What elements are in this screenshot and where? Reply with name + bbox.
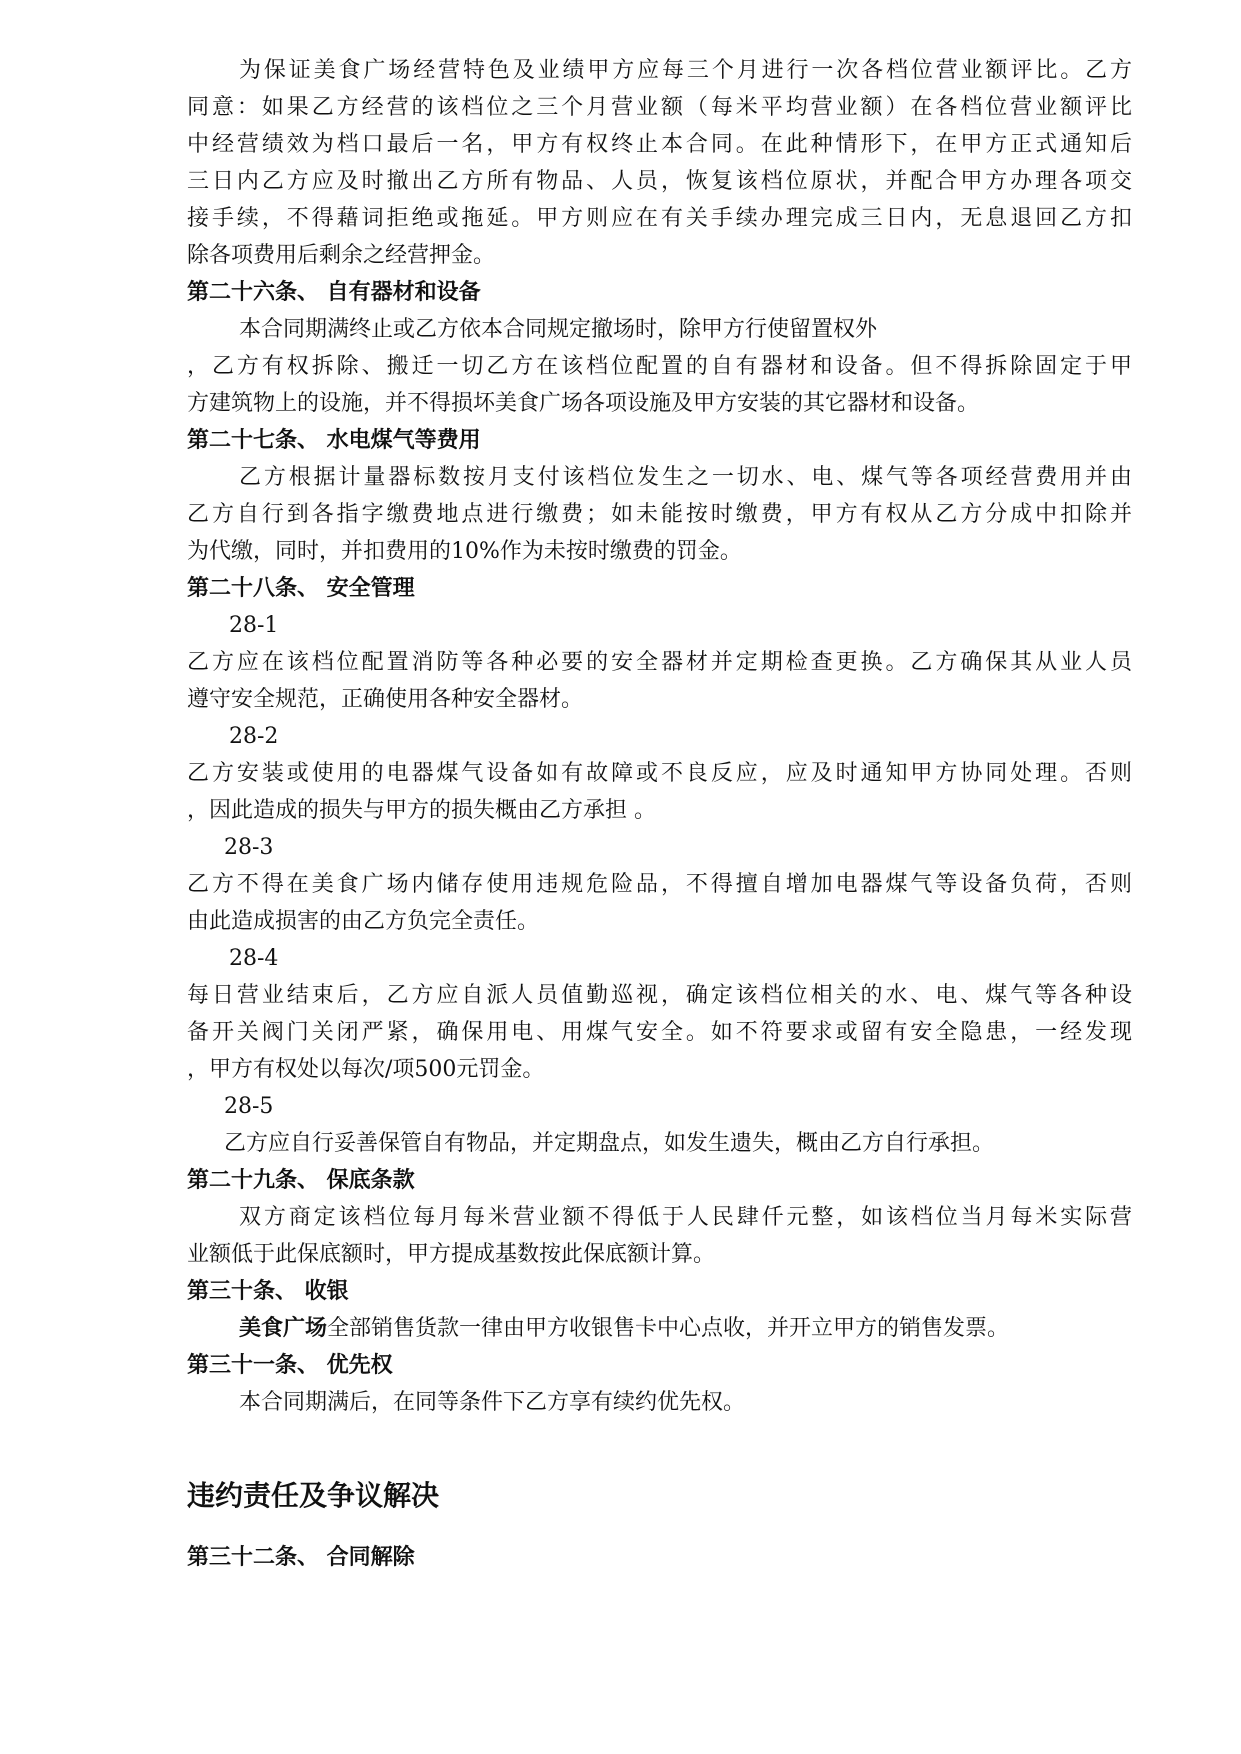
- article-26-body: [187, 311, 1132, 422]
- text-line: 双方商定该档位每月每米营业额不得低于人民肆仟元整，如该档位当月每米实际营: [239, 1205, 1132, 1230]
- text-line: 每日营业结束后，乙方应自派人员值勤巡视，确定该档位相关的水、电、煤气等各种设: [187, 983, 1132, 1008]
- text-line: 乙方应自行妥善保管自有物品，并定期盘点，如发生遗失，概由乙方自行承担。: [224, 1131, 995, 1156]
- food-court-bold-term: 美食广场: [239, 1316, 328, 1341]
- clause-28-4-number: 28-4: [229, 946, 279, 971]
- article-29-heading: 第二十九条、 保底条款: [187, 1168, 415, 1193]
- spacer: [187, 1521, 1132, 1539]
- text-span: 全部销售货款一律由甲方收银售卡中心点收，并开立甲方的销售发票。: [327, 1316, 1010, 1341]
- text-line: 乙方应在该档位配置消防等各种必要的安全器材并定期检查更换。乙方确保其从业人员: [187, 650, 1132, 675]
- text-line: 乙方自行到各指字缴费地点进行缴费；如未能按时缴费，甲方有权从乙方分成中扣除并: [187, 502, 1132, 527]
- text-line: 由此造成损害的由乙方负完全责任。: [187, 909, 540, 934]
- paragraph-evaluation: [187, 52, 1132, 274]
- article-27-heading: 第二十七条、 水电煤气等费用: [187, 428, 481, 453]
- text-line: 接手续，不得藉词拒绝或拖延。甲方则应在有关手续办理完成三日内，无息退回乙方扣: [187, 206, 1132, 231]
- text-line: 为保证美食广场经营特色及业绩甲方应每三个月进行一次各档位营业额评比。乙方: [239, 58, 1132, 83]
- article-31-body: 本合同期满后，在同等条件下乙方享有续约优先权。: [239, 1390, 746, 1415]
- article-30-body: [187, 1310, 1132, 1347]
- text-line: 同意：如果乙方经营的该档位之三个月营业额（每米平均营业额）在各档位营业额评比: [187, 95, 1132, 120]
- article-26-heading: 第二十六条、 自有器材和设备: [187, 280, 481, 305]
- article-27-body: [187, 459, 1132, 570]
- text-line: 为代缴，同时，并扣费用的10%作为未按时缴费的罚金。: [187, 539, 742, 564]
- text-line: 三日内乙方应及时撤出乙方所有物品、人员，恢复该档位原状，并配合甲方办理各项交: [187, 169, 1132, 194]
- text-line: 方建筑物上的设施，并不得损坏美食广场各项设施及甲方安装的其它器材和设备。: [187, 391, 980, 416]
- clause-28-5-body: [187, 1125, 1132, 1162]
- clause-28-5-number: 28-5: [224, 1094, 274, 1119]
- clause-28-2-number: 28-2: [229, 724, 279, 749]
- text-line: 乙方安装或使用的电器煤气设备如有故障或不良反应，应及时通知甲方协同处理。否则: [187, 761, 1132, 786]
- text-line: ，因此造成的损失与甲方的损失概由乙方承担 。: [187, 798, 656, 823]
- section-title: 违约责任及争议解决: [187, 1479, 440, 1512]
- text-line: 除各项费用后剩余之经营押金。: [187, 243, 496, 268]
- text-line: 本合同期满终止或乙方依本合同规定撤场时，除甲方行使留置权外: [239, 317, 878, 342]
- text-line: 业额低于此保底额时，甲方提成基数按此保底额计算。: [187, 1242, 716, 1267]
- text-line: ，甲方有权处以每次/项500元罚金。: [187, 1057, 545, 1082]
- clause-28-3-body: [187, 866, 1132, 940]
- article-31-heading: 第三十一条、 优先权: [187, 1353, 393, 1378]
- text-line: 备开关阀门关闭严紧，确保用电、用煤气安全。如不符要求或留有安全隐患，一经发现: [187, 1020, 1132, 1045]
- article-30-heading: 第三十条、 收银: [187, 1279, 349, 1304]
- article-32-heading: 第三十二条、 合同解除: [187, 1545, 415, 1570]
- clause-28-3-number: 28-3: [224, 835, 274, 860]
- text-line: 乙方根据计量器标数按月支付该档位发生之一切水、电、煤气等各项经营费用并由: [239, 465, 1132, 490]
- text-line: 乙方不得在美食广场内储存使用违规危险品，不得擅自增加电器煤气等设备负荷，否则: [187, 872, 1132, 897]
- spacer: [187, 1421, 1132, 1471]
- clause-28-2-body: [187, 755, 1132, 829]
- text-line: 遵守安全规范，正确使用各种安全器材。: [187, 687, 584, 712]
- text-line: ，乙方有权拆除、搬迁一切乙方在该档位配置的自有器材和设备。但不得拆除固定于甲: [187, 354, 1132, 379]
- clause-28-1-body: [187, 644, 1132, 718]
- text-line: 中经营绩效为档口最后一名，甲方有权终止本合同。在此种情形下，在甲方正式通知后: [187, 132, 1132, 157]
- document-page: [187, 52, 1132, 1576]
- clause-28-1-number: 28-1: [229, 613, 279, 638]
- clause-28-4-body: [187, 977, 1132, 1088]
- article-29-body: [187, 1199, 1132, 1273]
- article-28-heading: 第二十八条、 安全管理: [187, 576, 415, 601]
